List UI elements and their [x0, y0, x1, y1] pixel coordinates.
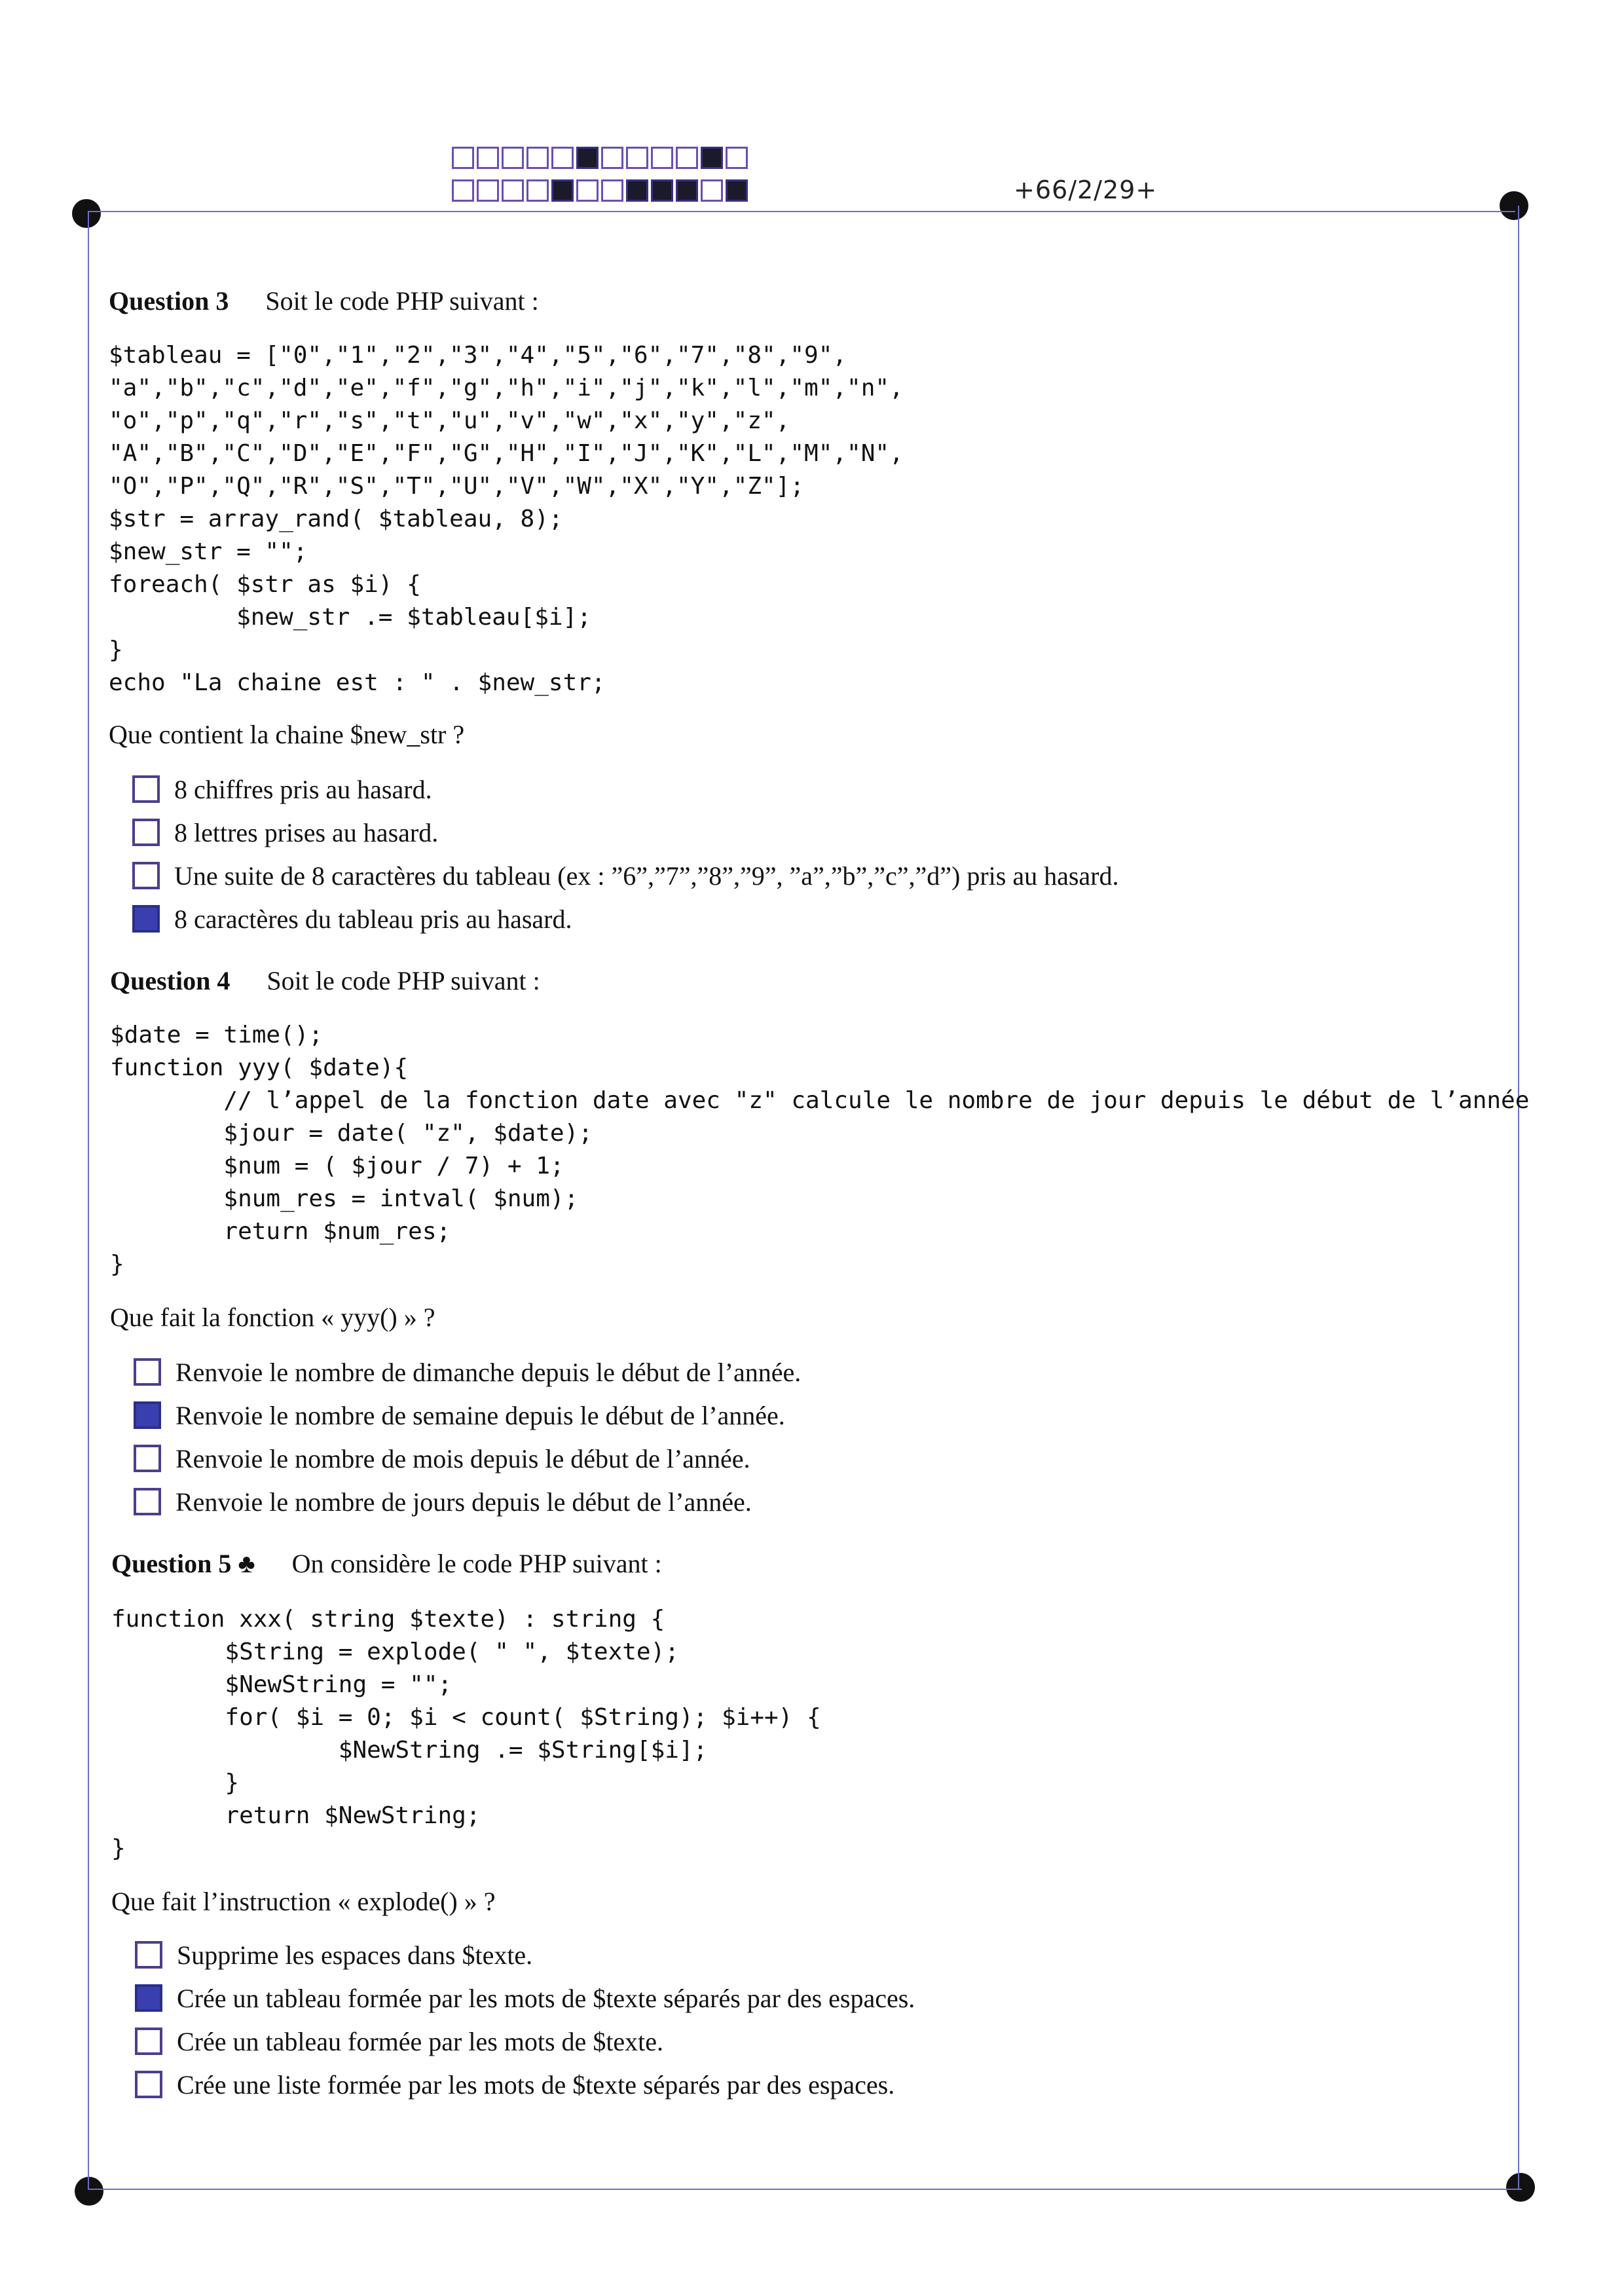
barcode-row-1 [452, 147, 748, 169]
question-5-code: function xxx( string $texte) : string { $String = explode( " ", $texte); $NewString = ""; for( $i = 0; $i < count( $String); $i++) { $NewString .= $String[$i]; } return $NewString; } [111, 1606, 821, 1862]
answer-text: Crée une liste formée par les mots de $texte séparés par des espaces. [177, 2069, 895, 2100]
answer-text: 8 chiffres pris au hasard. [174, 774, 432, 804]
answer-checkbox[interactable] [132, 819, 160, 846]
frame-left [88, 211, 89, 2189]
barcode-box [626, 179, 648, 202]
answer-checkbox[interactable] [134, 1488, 161, 1515]
barcode-box [601, 147, 623, 169]
barcode-box [452, 147, 474, 169]
question-3-code: $tableau = ["0","1","2","3","4","5","6","7","8","9", "a","b","c","d","e","f","g","h","i","j","k","l","m","n", "o","p","q","r","s","t","u","v","w","x","y","z", "A","B","C","D","E","F","G","H","I","J","K","L","M","N", "O","P","Q","R","S","T","U","V","W","X","Y","Z"]; $str = array_rand( $tableau, 8); $new_str = ""; foreach( $str as $i) { $new_str .= $tableau[$i]; } echo "La chaine est : " . $new_str; [109, 342, 904, 696]
answer-option [135, 2020, 915, 2063]
answer-checkbox[interactable] [135, 1984, 162, 2012]
barcode-box [526, 179, 549, 202]
question-4-prompt: Que fait la fonction « yyy() » ? [110, 1303, 435, 1332]
answer-checkbox[interactable] [134, 1358, 161, 1386]
question-4-label: Question 4 [110, 966, 231, 995]
barcode-box [576, 179, 599, 202]
question-5-label: Question 5 ♣ [111, 1549, 255, 1578]
answer-text: 8 caractères du tableau pris au hasard. [174, 904, 572, 934]
answer-checkbox[interactable] [132, 862, 160, 889]
answer-checkbox[interactable] [135, 2071, 162, 2098]
barcode-box [452, 179, 474, 202]
barcode-box [551, 147, 574, 169]
question-3-prompt: Que contient la chaine $new_str ? [109, 720, 465, 749]
barcode-box [526, 147, 549, 169]
answer-option [134, 1350, 801, 1394]
barcode-box [502, 179, 524, 202]
question-4-header [110, 965, 540, 996]
question-5-intro: On considère le code PHP suivant : [291, 1549, 662, 1578]
answer-checkbox[interactable] [132, 905, 160, 933]
question-5-header [111, 1548, 662, 1579]
question-4-code: $date = time(); function yyy( $date){ // l’appel de la fonction date avec "z" calcule le nombre de jour depuis le début de l’année $jour = date( "z", $date); $num = ( $jour / 7) + 1; $num_res = intval( $num); return $num_res; } [110, 1022, 1530, 1278]
registration-mark-bottom-left [75, 2177, 103, 2206]
answer-text: Supprime les espaces dans $texte. [177, 1940, 533, 1970]
answer-text: Crée un tableau formée par les mots de $texte. [177, 2026, 664, 2056]
question-3-intro: Soit le code PHP suivant : [265, 286, 539, 316]
frame-top [88, 211, 1515, 212]
answer-text: Renvoie le nombre de mois depuis le début de l’année. [175, 1443, 750, 1473]
barcode-box [626, 147, 648, 169]
question-4-intro: Soit le code PHP suivant : [267, 966, 540, 995]
frame-bottom [88, 2189, 1522, 2190]
answer-option [132, 768, 1119, 811]
answer-option [135, 1976, 915, 2020]
barcode-box [576, 147, 599, 169]
barcode-box [477, 179, 499, 202]
answer-checkbox[interactable] [134, 1401, 161, 1429]
barcode-box [701, 179, 723, 202]
answer-option [132, 897, 1119, 940]
answer-option [132, 854, 1119, 897]
barcode-box [726, 147, 748, 169]
answer-option [135, 1933, 915, 1976]
answer-checkbox[interactable] [132, 775, 160, 803]
barcode-box [601, 179, 623, 202]
answer-option [134, 1394, 801, 1437]
barcode-box [651, 147, 673, 169]
question-3-answers [132, 768, 1119, 940]
question-3-label: Question 3 [109, 286, 229, 316]
registration-mark-bottom-right [1506, 2173, 1535, 2202]
answer-text: Renvoie le nombre de dimanche depuis le début de l’année. [175, 1357, 802, 1387]
answer-checkbox[interactable] [135, 2028, 162, 2055]
question-5-prompt: Que fait l’instruction « explode() » ? [111, 1887, 496, 1916]
question-5-answers [135, 1933, 915, 2106]
question-3-header [109, 286, 539, 316]
answer-option [135, 2063, 915, 2106]
barcode-box [651, 179, 673, 202]
answer-text: Crée un tableau formée par les mots de $texte séparés par des espaces. [177, 1983, 915, 2013]
barcode-box [676, 179, 698, 202]
answer-text: Une suite de 8 caractères du tableau (ex : ”6”,”7”,”8”,”9”, ”a”,”b”,”c”,”d”) pris au hasard. [174, 861, 1119, 891]
registration-mark-top-right [1500, 191, 1528, 220]
barcode-box [676, 147, 698, 169]
answer-option [132, 811, 1119, 854]
answer-option [134, 1437, 801, 1480]
barcode-box [551, 179, 574, 202]
page-identifier: +66/2/29+ [1014, 176, 1158, 204]
barcode-box [701, 147, 723, 169]
barcode-box [726, 179, 748, 202]
answer-option [134, 1480, 801, 1523]
answer-checkbox[interactable] [134, 1445, 161, 1472]
question-4-answers [134, 1350, 801, 1523]
barcode-row-2 [452, 179, 748, 202]
answer-text: Renvoie le nombre de semaine depuis le début de l’année. [175, 1400, 785, 1430]
barcode-box [502, 147, 524, 169]
registration-mark-top-left [72, 199, 101, 228]
answer-checkbox[interactable] [135, 1941, 162, 1969]
barcode-box [477, 147, 499, 169]
answer-text: 8 lettres prises au hasard. [174, 817, 439, 847]
answer-text: Renvoie le nombre de jours depuis le début de l’année. [175, 1487, 752, 1517]
